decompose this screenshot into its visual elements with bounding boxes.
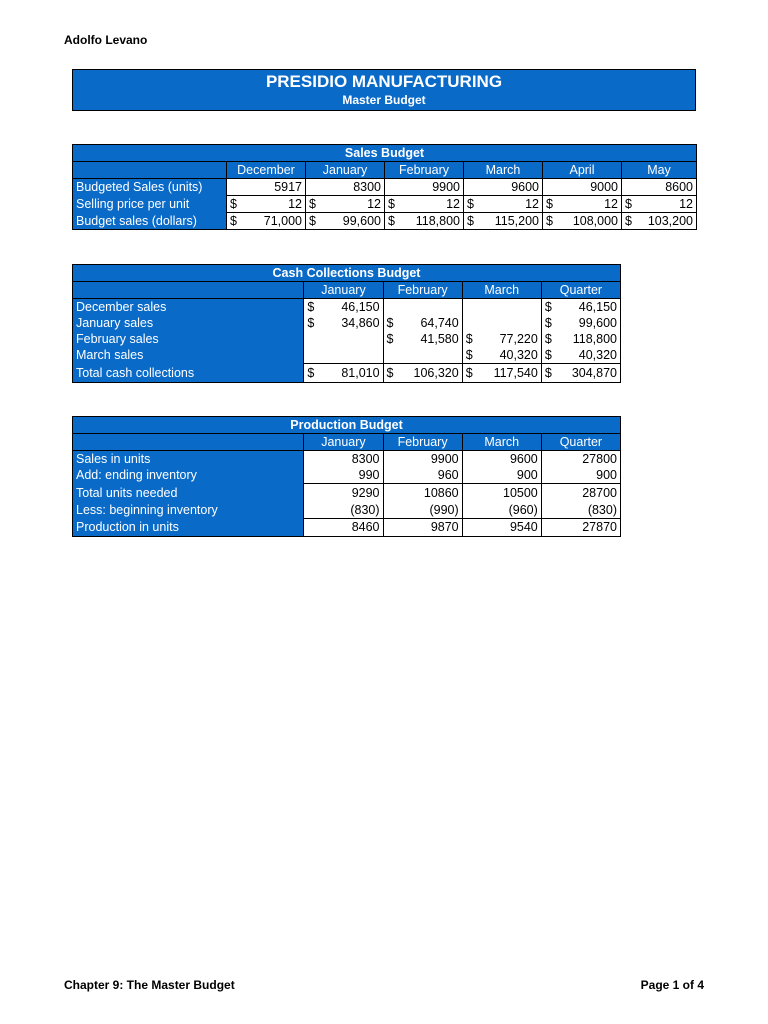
money-cell: [383, 315, 462, 331]
currency-symbol: $: [230, 214, 237, 228]
month-header: Quarter: [541, 282, 620, 299]
value: 12: [525, 197, 539, 211]
value-cell: (990): [383, 502, 462, 519]
money-cell: [541, 364, 620, 383]
sales-budget-title: Sales Budget: [73, 145, 697, 162]
value: 12: [604, 197, 618, 211]
currency-symbol: $: [386, 332, 394, 346]
money-cell: [541, 299, 620, 316]
value: 41,580: [420, 332, 459, 346]
month-header: May: [622, 162, 697, 179]
value-cell: 28700: [541, 484, 620, 502]
table-row: [73, 451, 621, 468]
value-cell: 27870: [541, 518, 620, 537]
currency-symbol: $: [544, 348, 552, 362]
money-cell: [541, 347, 620, 364]
money-cell: [622, 196, 697, 213]
document-subtitle: Master Budget: [342, 93, 426, 107]
header-spacer: [73, 162, 227, 179]
currency-symbol: $: [307, 365, 315, 380]
value: 77,220: [499, 332, 538, 346]
currency-symbol: $: [388, 214, 395, 228]
value-cell: 9600: [462, 451, 541, 468]
table-row: [73, 467, 621, 484]
value-cell: 9540: [462, 518, 541, 537]
footer-page-number: Page 1 of 4: [640, 978, 704, 992]
empty-cell: [383, 299, 462, 316]
value-cell: 9870: [383, 518, 462, 537]
row-label: Sales in units: [73, 451, 304, 468]
currency-symbol: $: [625, 214, 632, 228]
money-cell: [227, 196, 306, 213]
currency-symbol: $: [544, 332, 552, 346]
value-cell: (830): [541, 502, 620, 519]
value: 99,600: [342, 214, 381, 228]
value-cell: 960: [383, 467, 462, 484]
currency-symbol: $: [544, 365, 552, 380]
header-spacer: [73, 282, 304, 299]
currency-symbol: $: [465, 332, 473, 346]
money-cell: [462, 364, 541, 383]
cash-collections-table: [72, 264, 621, 383]
row-label: December sales: [73, 299, 304, 316]
value: 81,010: [341, 365, 380, 380]
table-row: [73, 484, 621, 502]
value-cell: (960): [462, 502, 541, 519]
month-header: January: [304, 434, 383, 451]
value: 40,320: [499, 348, 538, 362]
money-cell: [306, 213, 385, 230]
value: 99,600: [578, 316, 617, 330]
money-cell: [385, 196, 464, 213]
table-row: [73, 331, 621, 347]
month-header: April: [543, 162, 622, 179]
empty-cell: [304, 347, 383, 364]
value-cell: 5917: [227, 179, 306, 196]
empty-cell: [462, 299, 541, 316]
value-cell: 8460: [304, 518, 383, 537]
table-row: [73, 502, 621, 519]
value: 115,200: [494, 214, 539, 228]
money-cell: [385, 213, 464, 230]
table-row: [73, 315, 621, 331]
money-cell: [464, 196, 543, 213]
row-label: Budget sales (dollars): [73, 213, 227, 230]
month-header: January: [306, 162, 385, 179]
month-header: February: [383, 434, 462, 451]
value: 118,800: [415, 214, 460, 228]
row-label: Less: beginning inventory: [73, 502, 304, 519]
table-row: [73, 213, 697, 230]
money-cell: [304, 299, 383, 316]
header-spacer: [73, 434, 304, 451]
currency-symbol: $: [467, 197, 474, 211]
currency-symbol: $: [309, 214, 316, 228]
table-row-total: [73, 364, 621, 383]
value: 12: [446, 197, 460, 211]
month-header: February: [385, 162, 464, 179]
value: 106,320: [413, 365, 459, 380]
currency-symbol: $: [386, 316, 394, 330]
month-header: January: [304, 282, 383, 299]
currency-symbol: $: [625, 197, 632, 211]
value-cell: 9600: [464, 179, 543, 196]
value-cell: 9000: [543, 179, 622, 196]
currency-symbol: $: [467, 214, 474, 228]
value-cell: 10500: [462, 484, 541, 502]
table-row: [73, 299, 621, 316]
currency-symbol: $: [544, 316, 552, 330]
document-title-banner: [72, 69, 696, 111]
value: 40,320: [578, 348, 617, 362]
empty-cell: [383, 347, 462, 364]
table-row: [73, 179, 697, 196]
money-cell: [462, 331, 541, 347]
money-cell: [304, 315, 383, 331]
production-budget-title: Production Budget: [73, 417, 621, 434]
row-label: Budgeted Sales (units): [73, 179, 227, 196]
currency-symbol: $: [307, 316, 315, 330]
table-row: [73, 196, 697, 213]
month-header: March: [462, 434, 541, 451]
value: 304,870: [571, 365, 617, 380]
row-label: Total cash collections: [73, 364, 304, 383]
value: 118,800: [572, 332, 617, 346]
month-header: Quarter: [541, 434, 620, 451]
currency-symbol: $: [544, 300, 552, 314]
money-cell: [543, 213, 622, 230]
currency-symbol: $: [465, 365, 473, 380]
row-label: February sales: [73, 331, 304, 347]
value-cell: 8300: [306, 179, 385, 196]
footer-chapter: Chapter 9: The Master Budget: [64, 978, 235, 992]
row-label: January sales: [73, 315, 304, 331]
cash-collections-title: Cash Collections Budget: [73, 265, 621, 282]
company-title: PRESIDIO MANUFACTURING: [265, 72, 503, 91]
value: 46,150: [341, 300, 380, 314]
month-header: March: [464, 162, 543, 179]
value-cell: 27800: [541, 451, 620, 468]
money-cell: [304, 364, 383, 383]
value-cell: 900: [462, 467, 541, 484]
value: 34,860: [341, 316, 380, 330]
money-cell: [622, 213, 697, 230]
row-label: March sales: [73, 347, 304, 364]
author-name: Adolfo Levano: [64, 33, 148, 47]
value: 103,200: [647, 214, 693, 228]
month-header: February: [383, 282, 462, 299]
value-cell: 990: [304, 467, 383, 484]
value-cell: 9900: [383, 451, 462, 468]
money-cell: [383, 364, 462, 383]
empty-cell: [304, 331, 383, 347]
currency-symbol: $: [309, 197, 316, 211]
table-row: [73, 347, 621, 364]
currency-symbol: $: [546, 197, 553, 211]
money-cell: [464, 213, 543, 230]
money-cell: [306, 196, 385, 213]
table-row-total: [73, 518, 621, 537]
row-label: Selling price per unit: [73, 196, 227, 213]
value-cell: (830): [304, 502, 383, 519]
currency-symbol: $: [465, 348, 473, 362]
value-cell: 9290: [304, 484, 383, 502]
money-cell: [541, 315, 620, 331]
value: 12: [288, 197, 302, 211]
money-cell: [541, 331, 620, 347]
value: 64,740: [420, 316, 459, 330]
month-header: December: [227, 162, 306, 179]
currency-symbol: $: [388, 197, 395, 211]
money-cell: [227, 213, 306, 230]
value: 12: [679, 197, 693, 211]
row-label: Total units needed: [73, 484, 304, 502]
currency-symbol: $: [386, 365, 394, 380]
sales-budget-table: [72, 144, 697, 230]
value-cell: 900: [541, 467, 620, 484]
money-cell: [383, 331, 462, 347]
value-cell: 10860: [383, 484, 462, 502]
value: 117,540: [493, 365, 538, 380]
value: 108,000: [572, 214, 618, 228]
currency-symbol: $: [230, 197, 237, 211]
row-label: Production in units: [73, 518, 304, 537]
money-cell: [462, 347, 541, 364]
empty-cell: [462, 315, 541, 331]
row-label: Add: ending inventory: [73, 467, 304, 484]
currency-symbol: $: [307, 300, 315, 314]
currency-symbol: $: [546, 214, 553, 228]
value-cell: 9900: [385, 179, 464, 196]
value-cell: 8600: [622, 179, 697, 196]
value: 12: [367, 197, 381, 211]
value: 46,150: [578, 300, 617, 314]
month-header: March: [462, 282, 541, 299]
money-cell: [543, 196, 622, 213]
value-cell: 8300: [304, 451, 383, 468]
production-budget-table: [72, 416, 621, 537]
value: 71,000: [263, 214, 302, 228]
